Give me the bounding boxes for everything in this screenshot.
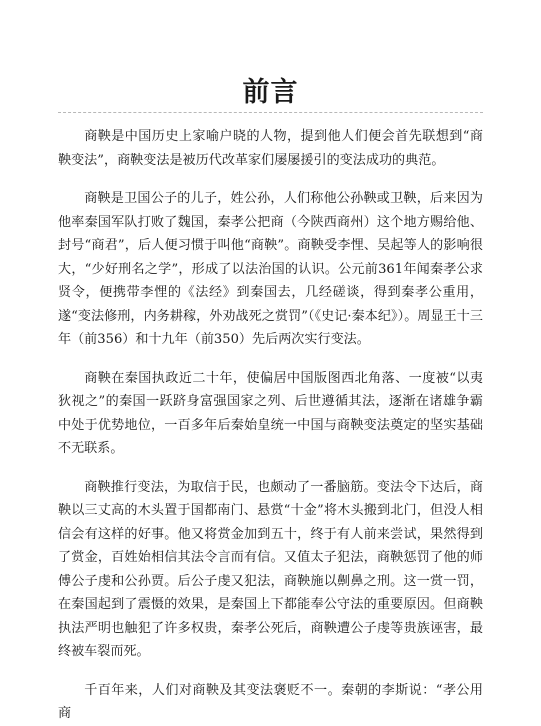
paragraph-4: 商鞅推行变法，为取信于民，也颇动了一番脑筋。变法令下达后，商鞅以三丈高的木头置于国都南门、悬赏“十金”将木头搬到北门，但没人相信会有这样的好事。他又将赏金加到五十，终于有人前来尝试，果然得到了赏金，百姓始相信其法令言而有信。又值太子犯法，商鞅惩罚了他的师傅公子虔和公孙贾。后公子虔又犯法，商鞅施以劓鼻之刑。这一赏一罚，在秦国起到了震慑的效果，是秦国上下都能奉公守法的重要原因。但商鞅执法严明也触犯了许多权贵，秦孝公死后，商鞅遭公子虔等贵族诬害，最终被车裂而死。 (58, 479, 483, 659)
paragraph-5: 千百年来，人们对商鞅及其变法褒贬不一。秦朝的李斯说：“孝公用商 (58, 682, 483, 721)
paragraph-3: 商鞅在秦国执政近二十年，使偏居中国版图西北角落、一度被“以夷狄视之”的秦国一跃跻身富强国家之列、后世遵循其法，逐渐在诸雄争霸中处于优势地位，一百多年后秦始皇统一中国与商鞅变法奠定的坚实基础不无联系。 (58, 370, 483, 456)
paragraph-1: 商鞅是中国历史上家喻户晓的人物，提到他人们便会首先联想到“商鞅变法”，商鞅变法是被历代改革家们屡屡援引的变法成功的典范。 (58, 129, 483, 168)
page-title: 前言 (242, 77, 299, 108)
title-divider (58, 112, 483, 113)
paragraph-2: 商鞅是卫国公子的儿子，姓公孙，人们称他公孙鞅或卫鞅，后来因为他率秦国军队打败了魏国，秦孝公把商（今陕西商州）这个地方赐给他、封号“商君”，后人便习惯于叫他“商鞅”。商鞅受李悝、吴起等人的影响很大，“少好刑名之学”，形成了以法治国的认识。公元前361年闻秦孝公求贤令，便携带李悝的《法经》到秦国去，几经磋谈，得到秦孝公重用，遂“变法修刑，内务耕稼，外劝战死之赏罚”（《史记·秦本纪》）。周显王十三年（前356）和十九年（前350）先后两次实行变法。 (58, 191, 483, 347)
document-body (58, 125, 483, 726)
